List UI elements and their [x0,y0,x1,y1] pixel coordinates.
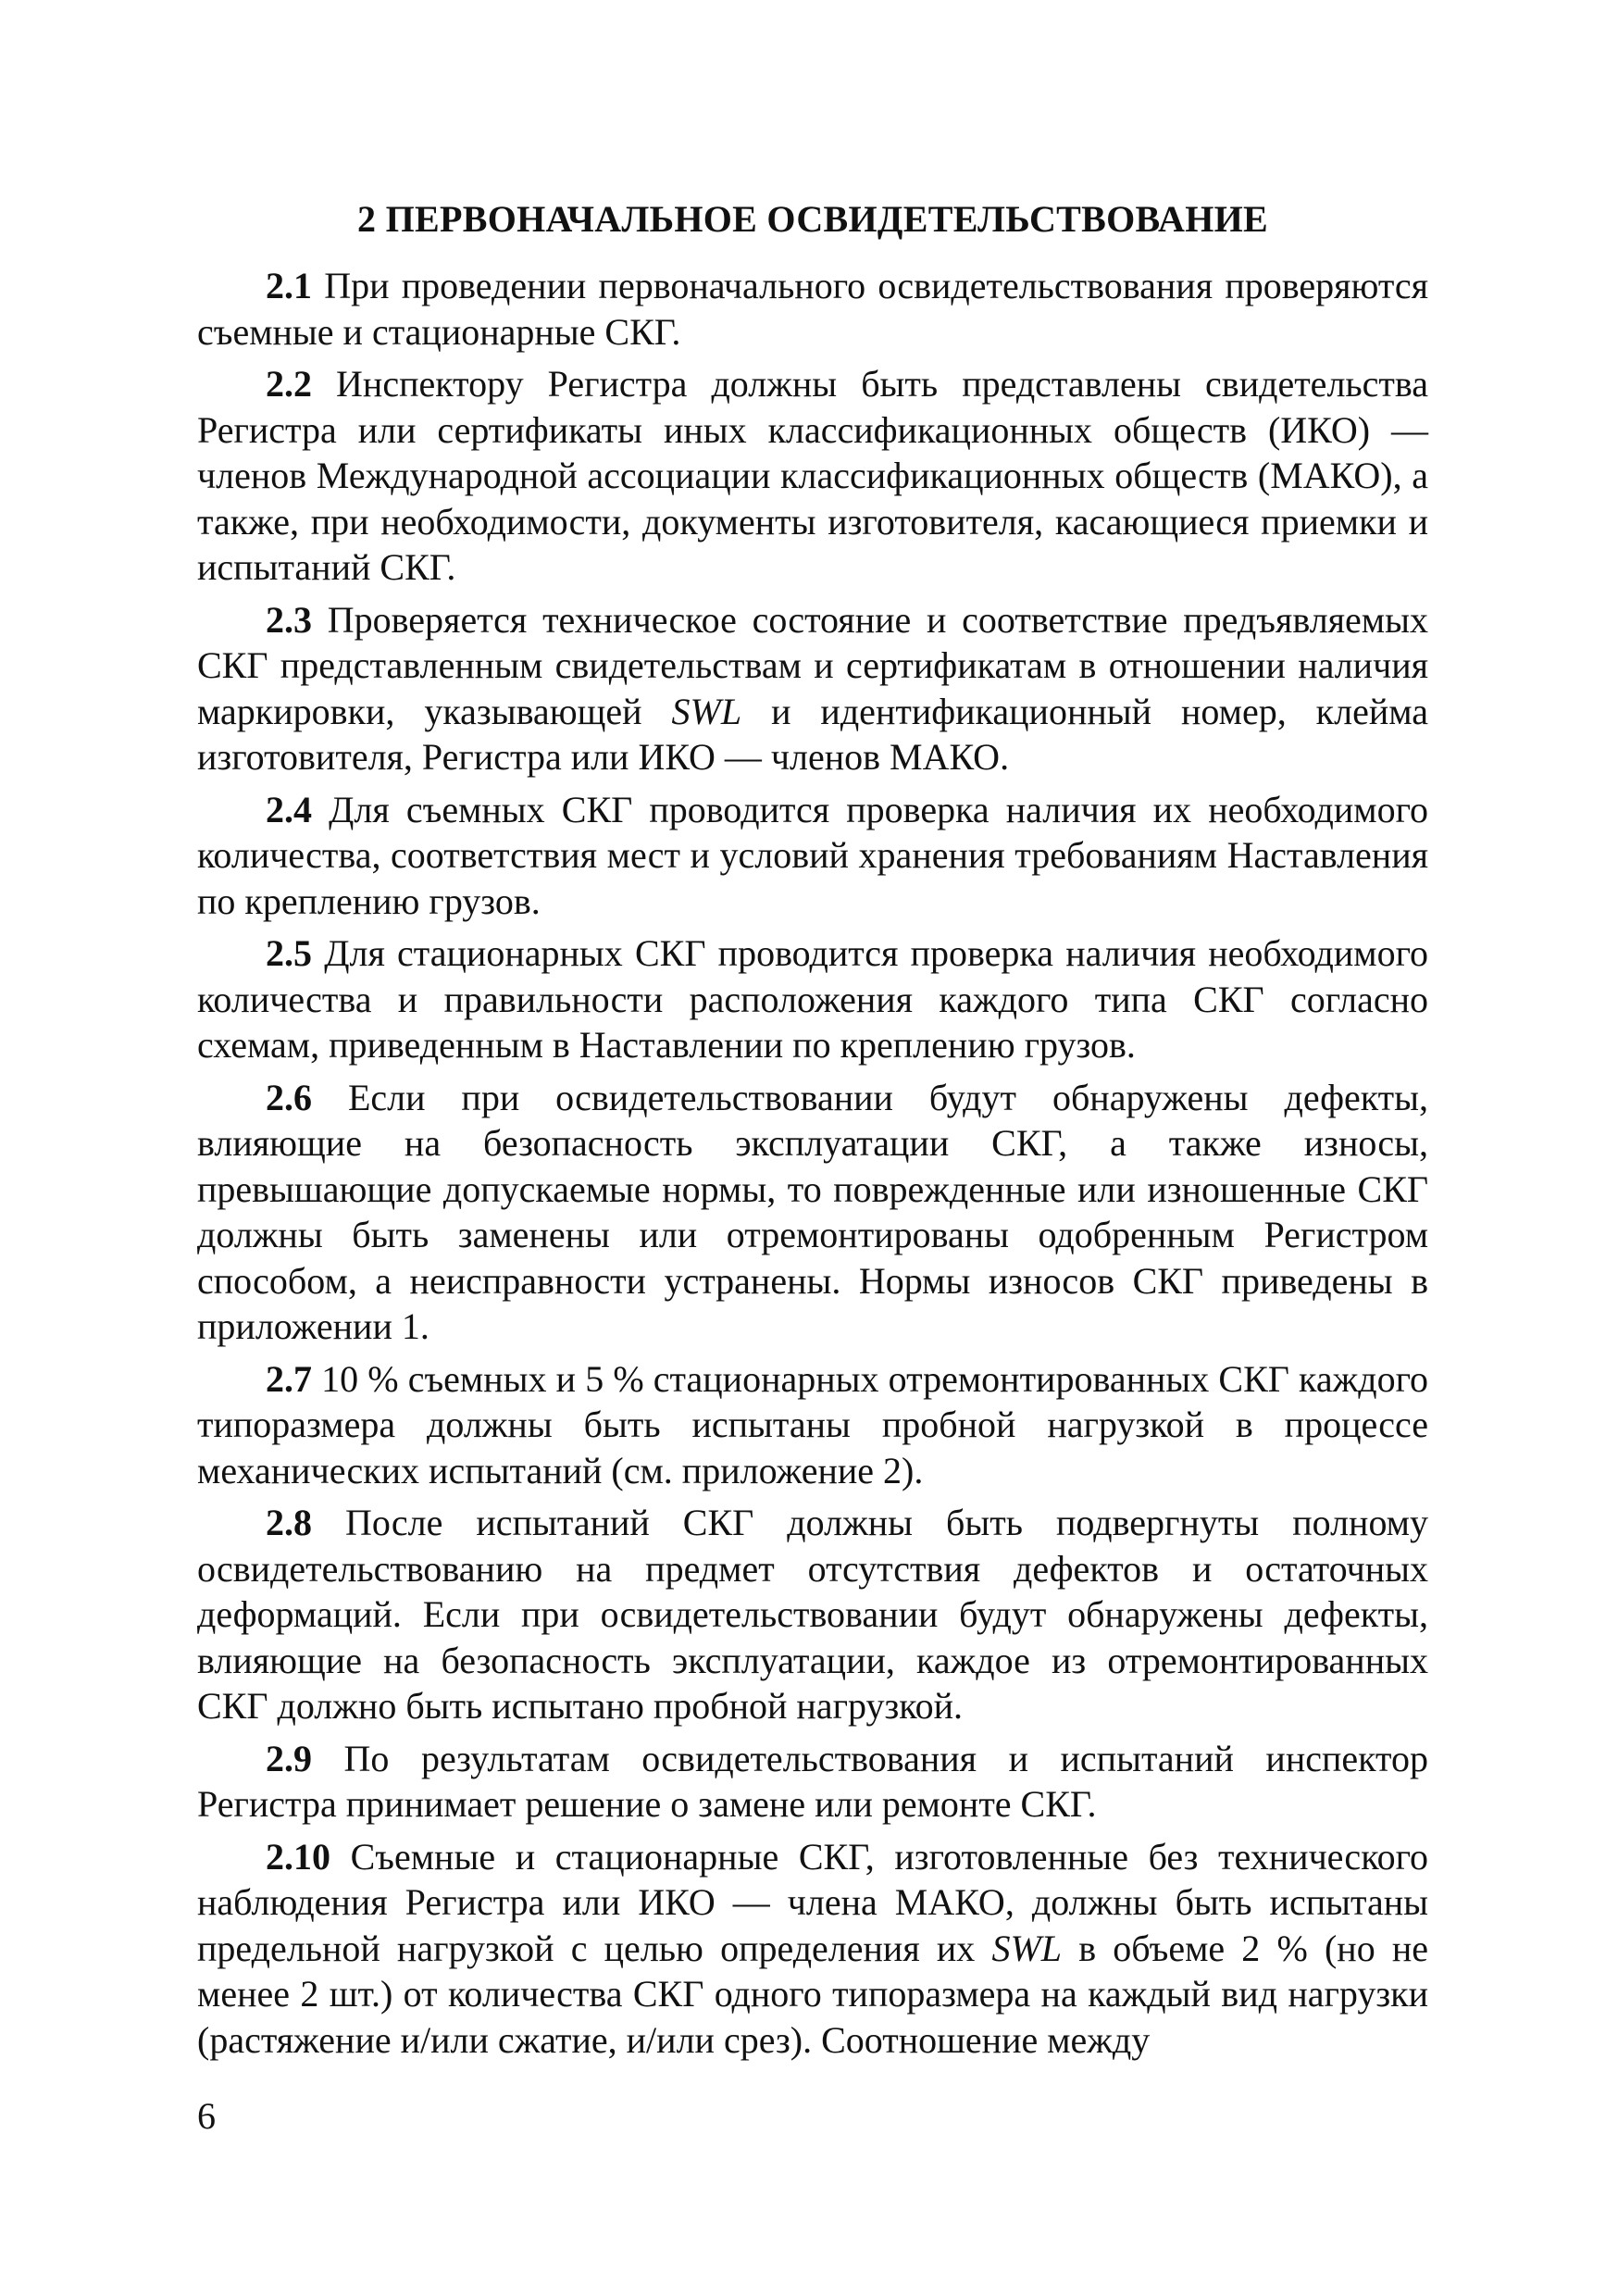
paragraph-2-5 [197,930,1428,1068]
paragraph-text-continued: в объеме 2 % (но не менее 2 шт.) от количества СКГ одного типоразмера на каждый вид нагрузки (растяжение и/или сжатие, и/или срез). Соотношение между [197,1927,1429,2061]
paragraph-2-2 [197,361,1428,591]
section-title: 2 ПЕРВОНАЧАЛЬНОЕ ОСВИДЕТЕЛЬСТВОВАНИЕ [356,197,1269,240]
paragraph-number: 2.9 [266,1737,312,1779]
paragraph-number: 2.10 [266,1835,330,1878]
paragraph-text: Проверяется техническое состояние и соответствие предъявляемых СКГ представленным свидетельствам и сертификатам в отношении наличия маркировки, указывающей [197,598,1428,732]
paragraph-number: 2.2 [266,363,312,405]
paragraph-text: Для съемных СКГ проводится проверка наличия их необходимого количества, соответствия мест и условий хранения требованиям Наставления по креплению грузов. [197,788,1428,922]
paragraph-text: По результатам освидетельствования и испытаний инспектор Регистра принимает решение о замене или ремонте СКГ. [197,1737,1429,1825]
paragraph-2-9 [197,1736,1428,1828]
paragraph-number: 2.6 [266,1076,312,1118]
paragraph-text-continued: и идентификационный номер, клейма изготовителя, Регистра или ИКО — членов МАКО. [197,690,1429,778]
paragraph-number: 2.3 [266,598,312,641]
document-page [197,0,1428,2296]
swl-term: SWL [991,1927,1063,1969]
paragraph-number: 2.8 [266,1502,312,1543]
paragraph-2-7 [197,1356,1428,1494]
paragraph-2-8 [197,1500,1428,1729]
paragraph-number: 2.7 [266,1357,312,1400]
paragraph-text: При проведении первоначального освидетельствования проверяются съемные и стационарные СКГ. [197,265,1429,353]
page-number: 6 [197,2095,216,2137]
paragraph-2-1 [197,263,1428,355]
paragraph-text: Для стационарных СКГ проводится проверка наличия необходимого количества и правильности расположения каждого типа СКГ согласно схемам, приведенным в Наставлении по креплению грузов. [197,932,1429,1066]
section-body [197,263,1428,2069]
paragraph-number: 2.4 [266,788,312,830]
paragraph-text: Инспектору Регистра должны быть представлены свидетельства Регистра или сертификаты иных классификационных обществ (ИКО) — членов Международной ассоциации классификационных обществ (МАКО), а также, при необходимости, документы изготовителя, касающиеся приемки и испытаний СКГ. [197,363,1428,588]
paragraph-2-4 [197,787,1428,925]
paragraph-text: Если при освидетельствовании будут обнаружены дефекты, влияющие на безопасность эксплуатации СКГ, а также износы, превышающие допускаемые нормы, то поврежденные или изношенные СКГ должны быть заменены или отремонтированы одобренным Регистром способом, а неисправности устранены. Нормы износов СКГ приведены в приложении 1. [197,1076,1429,1347]
paragraph-2-3 [197,597,1428,780]
swl-term: SWL [671,690,742,732]
paragraph-2-6 [197,1075,1428,1350]
paragraph-text: После испытаний СКГ должны быть подвергнуты полному освидетельствованию на предмет отсутствия дефектов и остаточных деформаций. Если при освидетельствовании будут обнаружены дефекты, влияющие на безопасность эксплуатации, каждое из отремонтированных СКГ должно быть испытано пробной нагрузкой. [197,1502,1428,1727]
paragraph-number: 2.5 [266,932,312,974]
paragraph-text: 10 % съемных и 5 % стационарных отремонтированных СКГ каждого типоразмера должны быть испытаны пробной нагрузкой в процессе механических испытаний (см. приложение 2). [197,1357,1428,1491]
paragraph-number: 2.1 [266,265,312,306]
paragraph-2-10 [197,1834,1428,2064]
paragraph-text: Съемные и стационарные СКГ, изготовленные без технического наблюдения Регистра или ИКО — члена МАКО, должны быть испытаны предельной нагрузкой с целью определения их [197,1835,1429,1969]
